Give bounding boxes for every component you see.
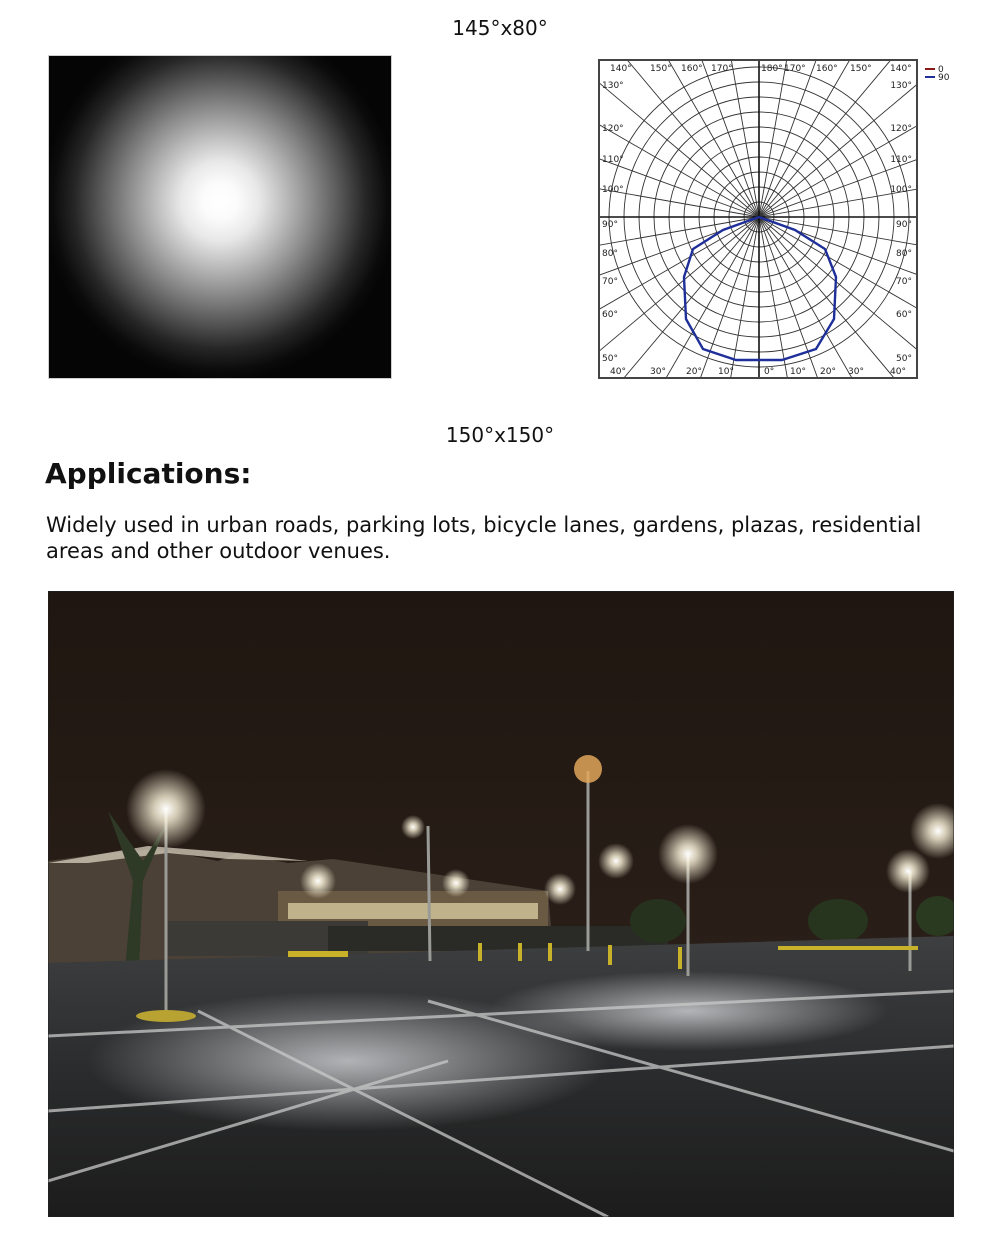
- beam-pattern-image: [49, 56, 391, 378]
- beam-angle-caption-bottom: 150°x150°: [445, 423, 555, 447]
- applications-description: Widely used in urban roads, parking lots, bicycle lanes, gardens, plazas, residential areas and other outdoor venues.: [46, 513, 922, 563]
- polar-angle-label: 120°: [602, 124, 624, 134]
- polar-angle-label: 180°: [761, 64, 783, 74]
- polar-angle-label: 170°: [784, 64, 806, 74]
- polar-angle-label: 20°: [686, 367, 702, 377]
- polar-angle-label: 110°: [602, 155, 624, 165]
- polar-angle-label: 90°: [602, 220, 618, 230]
- polar-angle-label: 70°: [896, 277, 912, 287]
- polar-angle-label: 170°: [711, 64, 733, 74]
- polar-angle-label: 10°: [718, 367, 734, 377]
- polar-angle-label: 30°: [650, 367, 666, 377]
- polar-angle-label: 160°: [681, 64, 703, 74]
- polar-angle-label: 90: [938, 73, 950, 83]
- polar-angle-label: 60°: [602, 310, 618, 320]
- polar-angle-label: 100°: [890, 185, 912, 195]
- applications-heading: Applications:: [45, 457, 252, 490]
- polar-angle-label: 140°: [610, 64, 632, 74]
- polar-angle-label: 20°: [820, 367, 836, 377]
- polar-angle-label: 110°: [890, 155, 912, 165]
- polar-angle-label: 140°: [890, 64, 912, 74]
- polar-angle-label: 60°: [896, 310, 912, 320]
- parking-lot-night-photo: [48, 591, 954, 1217]
- polar-legend: [925, 69, 935, 77]
- polar-angle-label: 50°: [896, 354, 912, 364]
- polar-angle-label: 160°: [816, 64, 838, 74]
- polar-angle-label: 40°: [890, 367, 906, 377]
- polar-angle-label: 70°: [602, 277, 618, 287]
- polar-angle-label: 0°: [764, 367, 775, 377]
- beam-angle-caption-top: 145°x80°: [452, 16, 548, 40]
- polar-angle-label: 30°: [848, 367, 864, 377]
- polar-angle-label: 130°: [890, 81, 912, 91]
- polar-angle-label: 150°: [850, 64, 872, 74]
- polar-angle-label: 100°: [602, 185, 624, 195]
- polar-angle-label: 90°: [896, 220, 912, 230]
- polar-angle-label: 120°: [890, 124, 912, 134]
- polar-angle-label: 150°: [650, 64, 672, 74]
- polar-angle-label: 0: [938, 65, 944, 75]
- polar-angle-label: 50°: [602, 354, 618, 364]
- polar-angle-label: 130°: [602, 81, 624, 91]
- polar-angle-label: 10°: [790, 367, 806, 377]
- polar-angle-label: 80°: [602, 249, 618, 259]
- polar-angle-label: 40°: [610, 367, 626, 377]
- polar-light-distribution-chart: [598, 59, 954, 379]
- polar-angle-label: 80°: [896, 249, 912, 259]
